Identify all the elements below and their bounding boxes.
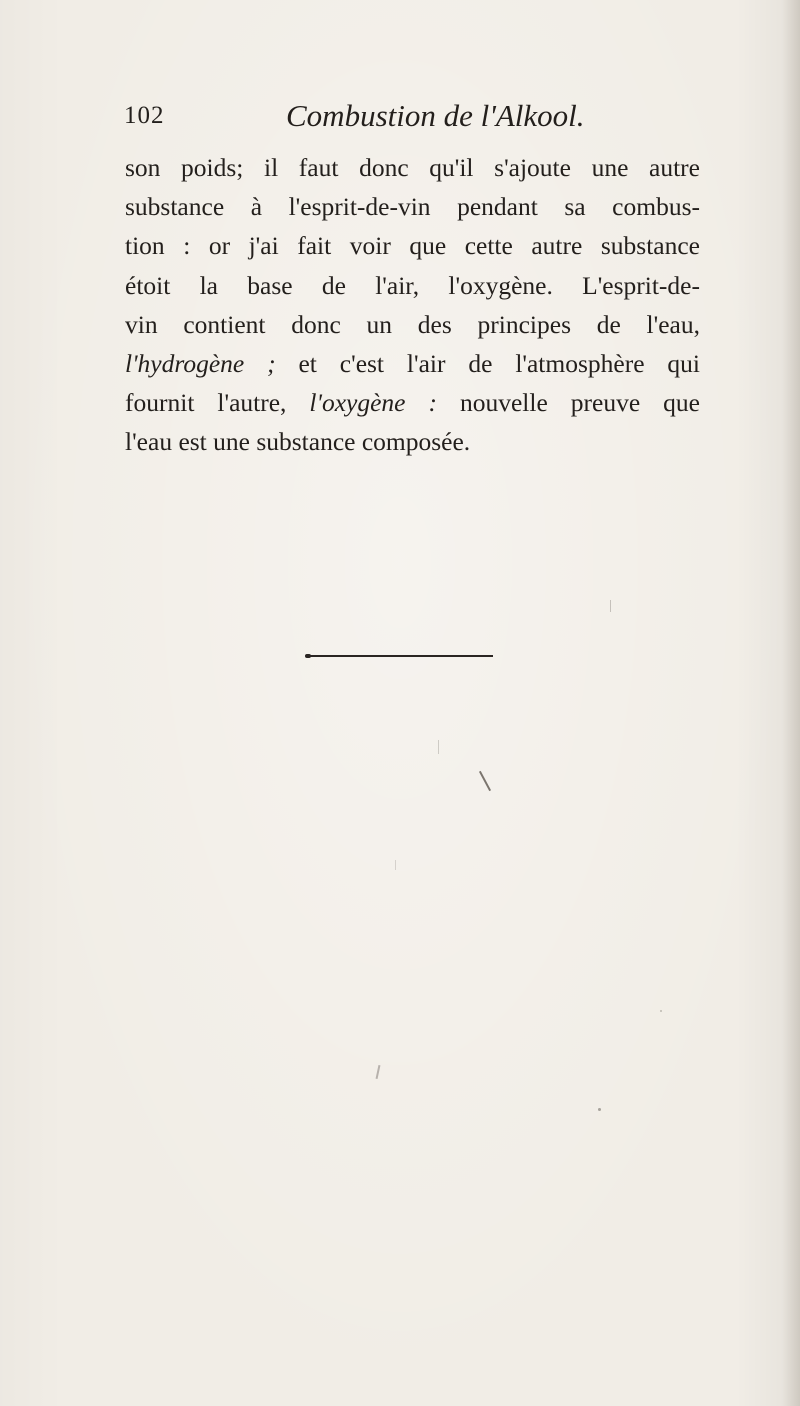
text-line-1: son poids; il faut donc qu'il s'ajoute une autre	[125, 153, 700, 182]
text-line-2: substance à l'esprit-de-vin pendant sa combus-	[125, 192, 700, 222]
page-edge-shadow	[782, 0, 800, 1406]
body-paragraph	[125, 148, 700, 462]
term-hydrogene: l'hydrogène ;	[125, 348, 276, 378]
text-line-6	[125, 344, 700, 383]
page-header	[124, 98, 684, 138]
text-line-8: l'eau est une substance composée.	[125, 427, 471, 457]
paper-speck	[660, 1010, 662, 1012]
text-line-4: étoit la base de l'air, l'oxygène. L'esprit-de-	[125, 270, 700, 300]
end-rule	[307, 655, 493, 657]
text-line-7-rest: nouvelle preuve que	[436, 388, 700, 418]
paper-speck	[438, 740, 439, 754]
text-line-7-start: fournit l'autre,	[125, 388, 310, 418]
text-line-6-rest: et c'est l'air de l'atmosphère qui	[275, 348, 700, 378]
term-oxygene: l'oxygène :	[309, 388, 437, 418]
text-line-7	[125, 383, 700, 422]
paper-speck	[395, 860, 396, 870]
paper-speck	[610, 600, 611, 612]
page-number: 102	[124, 102, 165, 129]
paper-speck	[479, 771, 491, 791]
paper-speck	[376, 1065, 381, 1079]
text-line-3: tion : or j'ai fait voir que cette autre substance	[125, 231, 700, 261]
paper-speck	[598, 1108, 601, 1111]
text-line-5: vin contient donc un des principes de l'eau,	[125, 309, 700, 339]
running-title: Combustion de l'Alkool.	[286, 98, 585, 133]
